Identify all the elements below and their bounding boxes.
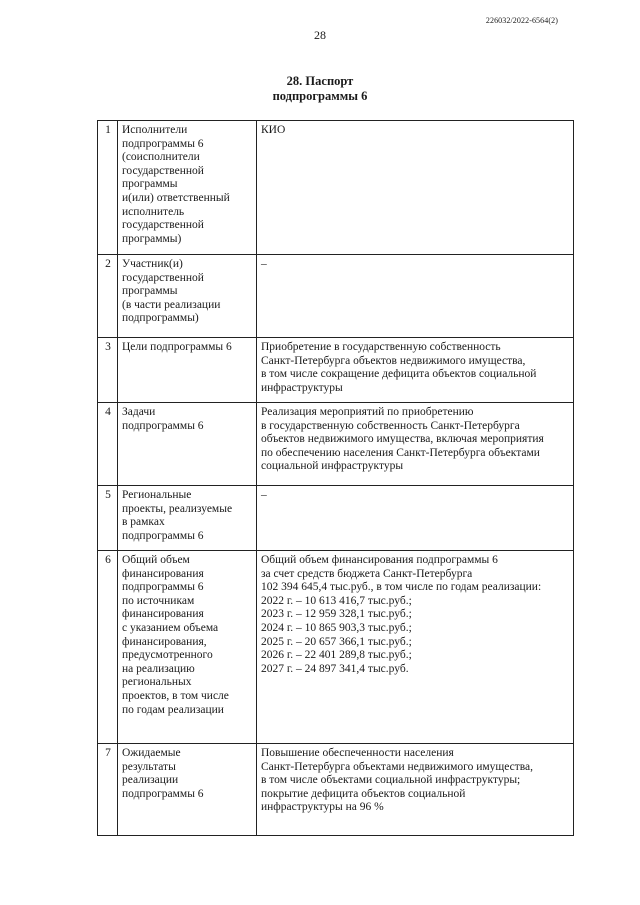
label-line: подпрограммы 6	[122, 137, 204, 150]
document-id: 226032/2022-6564(2)	[485, 16, 558, 25]
label-line: Региональные	[122, 489, 192, 501]
row-number: 3	[98, 338, 118, 403]
label-line: предусмотренного	[122, 649, 213, 662]
row-value	[257, 121, 574, 255]
label-line: государственной	[122, 219, 204, 232]
row-label	[118, 744, 257, 836]
label-line: подпрограммы 6	[122, 787, 204, 800]
label-line: по годам реализации	[122, 703, 224, 716]
label-line: (в части реализации	[122, 298, 221, 311]
page-number: 28	[314, 28, 326, 42]
label-line: проекты, реализуемые	[122, 502, 233, 515]
label-line: подпрограммы)	[122, 312, 199, 325]
row-label	[118, 121, 257, 255]
row-value	[257, 403, 574, 486]
row-number: 4	[98, 403, 118, 486]
label-line: государственной	[122, 164, 204, 177]
value-line: 2023 г. – 12 959 328,1 тыс.руб.;	[261, 608, 412, 621]
label-line: и(или) ответственный	[122, 191, 230, 204]
value-line: в государственную собственность Санкт-Петербурга	[261, 419, 520, 432]
label-line: подпрограммы 6	[122, 581, 204, 594]
row-number: 7	[98, 744, 118, 836]
table-row	[98, 486, 574, 551]
label-line: подпрограммы 6	[122, 529, 204, 542]
label-line: в рамках	[122, 516, 165, 529]
label-line: программы)	[122, 232, 182, 245]
value-line: Приобретение в государственную собственность	[261, 341, 501, 353]
title-line-2: подпрограммы 6	[272, 89, 368, 103]
value-line: 2025 г. – 20 657 366,1 тыс.руб.;	[261, 635, 412, 648]
value-line: по обеспечению населения Санкт-Петербурга объектами	[261, 446, 540, 459]
value-line: 2024 г. – 10 865 903,3 тыс.руб.;	[261, 621, 412, 634]
passport-table-body	[98, 121, 574, 836]
value-line: социальной инфраструктуры	[261, 460, 404, 473]
label-line: программы	[122, 285, 178, 298]
table-row	[98, 255, 574, 338]
value-line: Общий объем финансирования подпрограммы 6	[261, 554, 498, 566]
row-value	[257, 255, 574, 338]
label-line: финансирования	[122, 567, 204, 580]
value-line: в том числе сокращение дефицита объектов социальной	[261, 368, 537, 381]
value-line: 2027 г. – 24 897 341,4 тыс.руб.	[261, 662, 409, 675]
label-line: подпрограммы 6	[122, 419, 204, 432]
row-number: 5	[98, 486, 118, 551]
label-line: проектов, в том числе	[122, 689, 229, 702]
row-label	[118, 551, 257, 744]
value-line: –	[261, 258, 267, 270]
label-line: Цели подпрограммы 6	[122, 341, 232, 353]
table-row	[98, 744, 574, 836]
value-line: покрытие дефицита объектов социальной	[261, 787, 466, 800]
value-line: объектов недвижимого имущества, включая мероприятия	[261, 433, 544, 446]
value-line: в том числе объектами социальной инфраструктуры;	[261, 774, 521, 787]
value-line: Санкт-Петербурга объектами недвижимого имущества,	[261, 760, 534, 773]
label-line: Ожидаемые	[122, 747, 181, 759]
row-value	[257, 338, 574, 403]
value-line: 2022 г. – 10 613 416,7 тыс.руб.;	[261, 594, 412, 607]
label-line: на реализацию	[122, 662, 195, 675]
label-line: Общий объем	[122, 554, 190, 566]
value-line: инфраструктуры на 96 %	[261, 801, 384, 814]
label-line: региональных	[122, 676, 192, 689]
label-line: государственной	[122, 271, 204, 284]
value-line: за счет средств бюджета Санкт-Петербурга	[261, 567, 473, 580]
value-line: –	[261, 489, 267, 501]
label-line: по источникам	[122, 594, 195, 607]
label-line: результаты	[122, 760, 176, 773]
title-line-1: 28. Паспорт	[286, 74, 354, 88]
table-row	[98, 338, 574, 403]
value-line: Реализация мероприятий по приобретению	[261, 406, 474, 418]
row-label	[118, 255, 257, 338]
row-label	[118, 338, 257, 403]
row-value	[257, 744, 574, 836]
label-line: программы	[122, 178, 178, 191]
label-line: Задачи	[122, 406, 156, 418]
value-line: Повышение обеспеченности населения	[261, 747, 454, 759]
value-line: Санкт-Петербурга объектов недвижимого имущества,	[261, 354, 526, 367]
row-value	[257, 551, 574, 744]
label-line: финансирования,	[122, 635, 207, 648]
value-line: 2026 г. – 22 401 289,8 тыс.руб.;	[261, 649, 412, 662]
row-label	[118, 486, 257, 551]
label-line: с указанием объема	[122, 621, 219, 634]
row-number: 6	[98, 551, 118, 744]
page-title	[0, 74, 640, 104]
value-line: 102 394 645,4 тыс.руб., в том числе по годам реализации:	[261, 581, 542, 594]
label-line: (соисполнители	[122, 151, 200, 164]
row-number: 1	[98, 121, 118, 255]
passport-table	[97, 120, 574, 836]
label-line: Исполнители	[122, 124, 188, 136]
label-line: исполнитель	[122, 205, 185, 218]
table-row	[98, 403, 574, 486]
value-line: КИО	[261, 124, 286, 136]
row-number: 2	[98, 255, 118, 338]
label-line: финансирования	[122, 608, 204, 621]
table-row	[98, 121, 574, 255]
table-row	[98, 551, 574, 744]
value-line: инфраструктуры	[261, 381, 343, 394]
label-line: реализации	[122, 774, 179, 787]
row-value	[257, 486, 574, 551]
row-label	[118, 403, 257, 486]
label-line: Участник(и)	[122, 258, 183, 270]
